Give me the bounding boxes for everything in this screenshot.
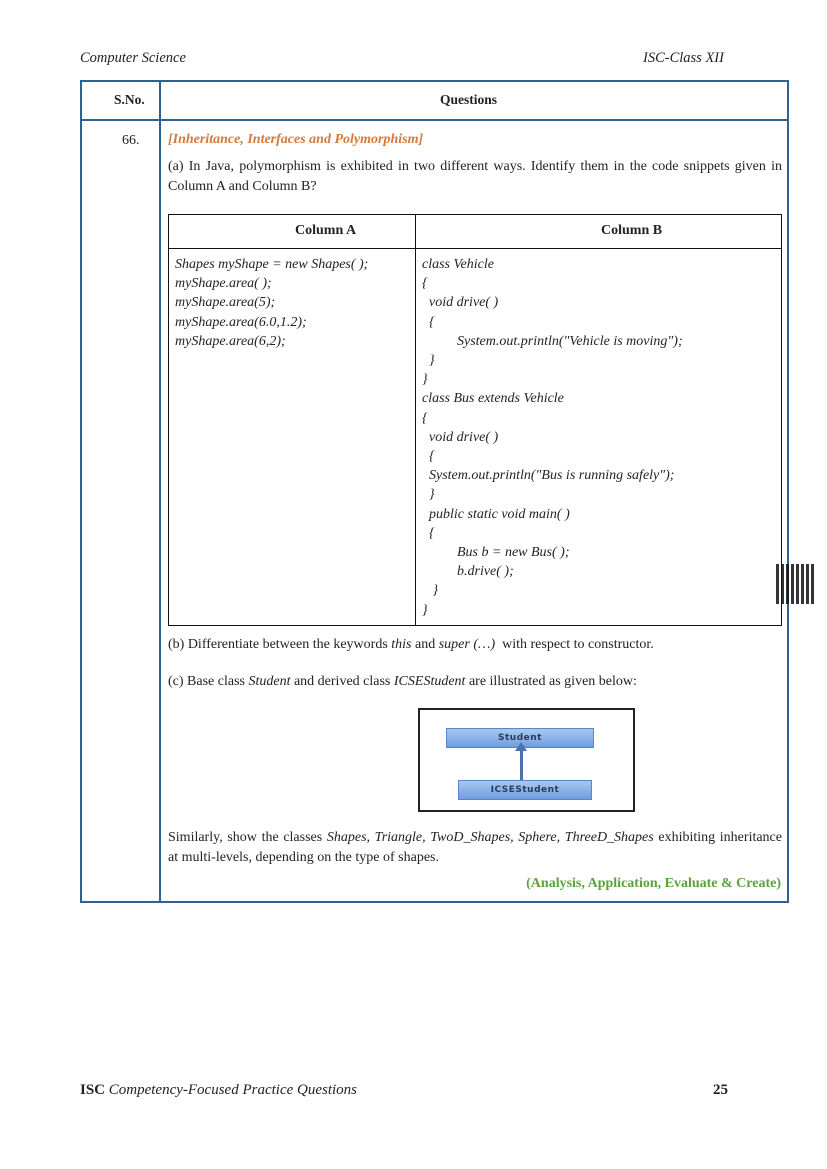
part-b-text [168, 635, 654, 655]
code-line: void drive( ) [422, 295, 499, 311]
code-line: System.out.println("Vehicle is moving"); [422, 333, 683, 349]
code-line: } [422, 583, 439, 599]
code-line: } [422, 602, 428, 618]
code-line: System.out.println("Bus is running safely"); [422, 468, 675, 484]
code-line: myShape.area( ); [175, 276, 272, 292]
inheritance-arrow [520, 748, 523, 780]
part-c2-pre: Similarly, show the classes [168, 830, 327, 845]
code-line: class Vehicle [422, 257, 494, 272]
code-line: { [422, 449, 435, 465]
questions-header: Questions [440, 92, 498, 107]
column-b-code [422, 255, 683, 620]
code-line: void drive( ) [422, 429, 499, 445]
derived-class-name: ICSEStudent [393, 674, 466, 689]
part-a-text: (a) In Java, polymorphism is exhibited in two different ways. Identify them in the code snippets given in Column A and Column B? [168, 159, 782, 194]
keyword-super: super (…) [438, 637, 496, 652]
question-number: 66. [122, 133, 140, 148]
questions-table [80, 80, 789, 903]
footer-subtitle: Competency-Focused Practice Questions [108, 1082, 358, 1098]
code-line: myShape.area(5); [175, 295, 276, 311]
code-line: myShape.area(6.0,1.2); [175, 314, 307, 330]
part-c-text [168, 672, 637, 692]
code-line: { [422, 276, 428, 292]
base-class-name: Student [248, 674, 291, 689]
code-line: Bus b = new Bus( ); [422, 545, 570, 561]
code-line: myShape.area(6,2); [175, 333, 286, 349]
keyword-this: this [391, 637, 412, 652]
footer-brand: ISC [80, 1082, 106, 1098]
part-c-post: are illustrated as given below: [465, 674, 637, 689]
code-col-divider [415, 215, 416, 625]
part-b-post: with respect to constructor. [495, 637, 654, 652]
page-number: 25 [713, 1082, 728, 1098]
code-line: b.drive( ); [422, 564, 514, 580]
code-line: } [422, 487, 435, 503]
code-line: } [422, 372, 428, 388]
part-c-mid: and derived class [290, 674, 394, 689]
inheritance-diagram [418, 708, 635, 812]
column-divider [159, 82, 161, 901]
column-a-header: Column A [295, 223, 357, 238]
icsestudent-box: ICSEStudent [458, 780, 592, 800]
sno-header: S.No. [114, 92, 145, 107]
topic-heading: [Inheritance, Interfaces and Polymorphism] [168, 132, 424, 147]
code-table [168, 214, 782, 626]
code-line: public static void main( ) [422, 506, 570, 522]
student-box: Student [446, 728, 594, 748]
class-list: Shapes, Triangle, TwoD_Shapes, Sphere, ThreeD_Shapes [326, 830, 654, 845]
code-line: class Bus extends Vehicle [422, 391, 564, 407]
skills-tag: (Analysis, Application, Evaluate & Create) [526, 876, 781, 891]
header-divider [82, 119, 787, 121]
footer-title [80, 1082, 357, 1099]
code-line: Shapes myShape = new Shapes( ); [175, 257, 369, 272]
part-b-pre: (b) Differentiate between the keywords [168, 637, 392, 652]
column-a-code [175, 255, 368, 351]
code-line: { [422, 314, 435, 330]
part-c2-post: exhibiting inheritance at multi-levels, depending on the type of shapes. [168, 830, 782, 865]
part-b-mid: and [411, 637, 439, 652]
qr-code-icon [776, 564, 816, 604]
part-c2-text [168, 828, 782, 868]
code-header-divider [169, 248, 781, 249]
code-line: { [422, 525, 435, 541]
part-c-pre: (c) Base class [168, 674, 249, 689]
code-line: } [422, 353, 435, 369]
column-b-header: Column B [601, 223, 663, 238]
header-class: ISC-Class XII [643, 50, 724, 66]
header-subject: Computer Science [80, 50, 186, 66]
code-line: { [422, 410, 428, 426]
